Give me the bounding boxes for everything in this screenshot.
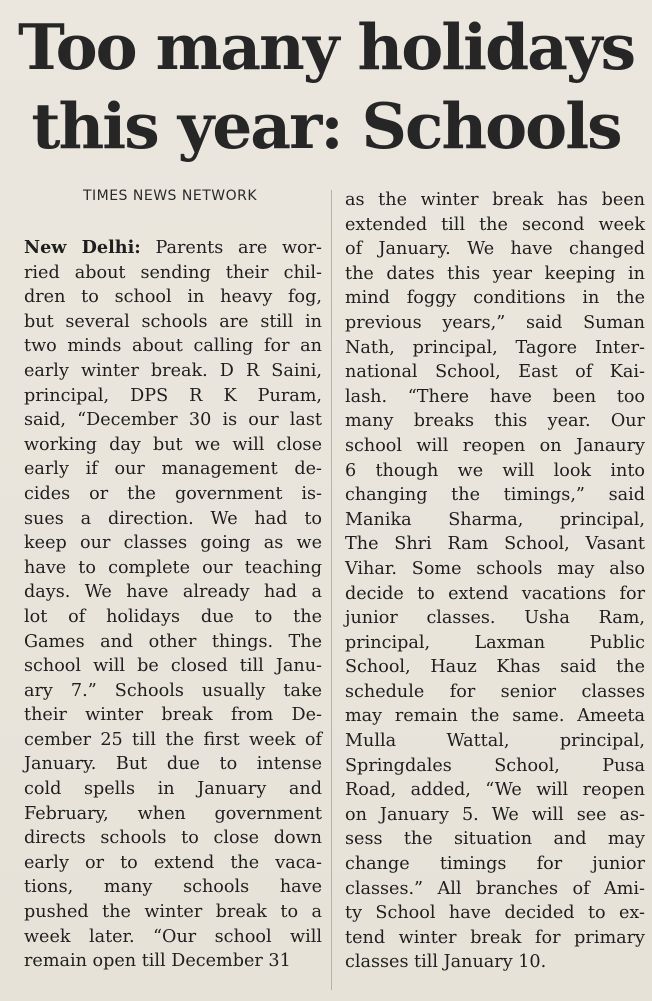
article-line	[24, 752, 322, 777]
article-line	[345, 483, 645, 508]
article-line-text: Road, added, “We will reopen	[345, 780, 645, 801]
article-line-text: ried about sending their chil-	[24, 262, 322, 283]
article-line-text: two minds about calling for an	[24, 336, 322, 357]
article-line-text: early if our management de-	[24, 459, 322, 480]
headline-line-1: Too many holidays	[17, 10, 635, 84]
article-line-text: said, “December 30 is our last	[24, 410, 322, 431]
article-line	[345, 532, 645, 557]
article-line-text: Parents are wor-	[155, 238, 323, 258]
article-line-text: days. We have already had a	[24, 582, 322, 603]
article-line	[345, 926, 645, 951]
article-line-text: mind foggy conditions in the	[345, 288, 645, 309]
article-line	[24, 482, 322, 507]
article-line	[345, 286, 645, 311]
article-line-text: directs schools to close down	[24, 828, 322, 849]
article-line-text: ty School have decided to ex-	[345, 903, 645, 924]
article-line-text: of January. We have changed	[345, 239, 645, 260]
article-line-text: junior classes. Usha Ram,	[345, 608, 645, 629]
article-line-text: extended till the second week	[345, 214, 645, 235]
article-line-text: change timings for junior	[345, 854, 645, 875]
article-line	[345, 237, 645, 262]
article-line	[24, 703, 322, 728]
article-line	[345, 311, 645, 336]
article-line	[24, 310, 322, 335]
article-line-text: lot of holidays due to the	[24, 606, 322, 627]
article-line	[345, 360, 645, 385]
article-line-text: February, when government	[24, 803, 322, 824]
article-line-text: remain open till December 31	[24, 951, 291, 972]
article-line	[345, 385, 645, 410]
article-line	[24, 605, 322, 630]
article-line-text: have to complete our teaching	[24, 557, 322, 578]
article-line-text: national School, East of Kai-	[345, 362, 645, 383]
article-line	[24, 384, 322, 409]
article-line-text: School, Hauz Khas said the	[345, 657, 645, 678]
article-line	[24, 334, 322, 359]
article-line	[24, 580, 322, 605]
article-line	[24, 900, 322, 925]
article-line-text: principal, DPS R K Puram,	[24, 385, 322, 406]
article-line-text: cold spells in January and	[24, 779, 322, 800]
article-line-text: cember 25 till the first week of	[24, 729, 322, 750]
article-line	[345, 901, 645, 926]
article-column-right	[345, 188, 645, 975]
article-line-text: lash. “There have been too	[345, 386, 645, 407]
article-line	[24, 949, 322, 974]
article-line	[345, 803, 645, 828]
article-line-text: the dates this year keeping in	[345, 263, 645, 284]
article-line	[24, 433, 322, 458]
byline: TIMES NEWS NETWORK	[82, 188, 258, 204]
article-line	[24, 531, 322, 556]
article-line-text: January. But due to intense	[24, 754, 322, 775]
article-line	[24, 556, 322, 581]
article-line-text: Springdales School, Pusa	[345, 755, 645, 776]
article-line	[345, 680, 645, 705]
article-line	[24, 654, 322, 679]
article-line-text: Manika Sharma, principal,	[345, 509, 645, 530]
article-line-text: sess the situation and may	[345, 829, 645, 850]
article-line	[24, 875, 322, 900]
article-line-text: principal, Laxman Public	[345, 632, 645, 653]
headline-line-2: this year: Schools	[31, 89, 621, 163]
article-line	[24, 261, 322, 286]
article-line-text: but several schools are still in	[24, 311, 322, 332]
article-line	[345, 704, 645, 729]
article-line-text: on January 5. We will see as-	[345, 804, 645, 825]
article-line-text: many breaks this year. Our	[345, 411, 645, 432]
article-line	[345, 459, 645, 484]
article-line	[24, 236, 322, 261]
article-line-text: pushed the winter break to a	[24, 902, 322, 923]
article-line	[345, 877, 645, 902]
article-line-text: Games and other things. The	[24, 631, 322, 652]
article-line-text: working day but we will close	[24, 434, 322, 455]
article-line-text: school will be closed till Janu-	[24, 656, 322, 677]
article-line	[345, 213, 645, 238]
article-line	[24, 285, 322, 310]
article-line	[345, 508, 645, 533]
article-line-text: early or to extend the vaca-	[24, 852, 322, 873]
article-line	[24, 679, 322, 704]
article-line-text: 6 though we will look into	[345, 460, 645, 481]
article-line-text: keep our classes going as we	[24, 533, 322, 554]
article-line-text: decide to extend vacations for	[345, 583, 645, 604]
article-line-text: changing the timings,” said	[345, 485, 645, 506]
article-line	[345, 188, 645, 213]
article-line	[24, 359, 322, 384]
article-line-text: Vihar. Some schools may also	[345, 558, 645, 579]
article-line-text: as the winter break has been	[345, 190, 645, 210]
article-line-text: dren to school in heavy fog,	[24, 287, 322, 308]
article-line	[345, 754, 645, 779]
article-line-text: tions, many schools have	[24, 877, 322, 898]
article-line-text: classes.” All branches of Ami-	[345, 878, 645, 899]
article-line-text: week later. “Our school will	[24, 926, 322, 947]
article-line	[345, 631, 645, 656]
article-line	[24, 925, 322, 950]
article-line	[345, 336, 645, 361]
article-line-text: classes till January 10.	[345, 952, 547, 973]
article-line	[345, 729, 645, 754]
article-line	[24, 826, 322, 851]
article-line-text: Nath, principal, Tagore Inter-	[345, 337, 645, 358]
article-line	[345, 950, 645, 975]
article-line	[24, 630, 322, 655]
article-line	[24, 507, 322, 532]
article-line-text: schedule for senior classes	[345, 681, 645, 702]
article-line-text: previous years,” said Suman	[345, 312, 645, 333]
article-line-text: cides or the government is-	[24, 483, 322, 504]
article-line-text: Mulla Wattal, principal,	[345, 731, 645, 752]
article-line	[24, 802, 322, 827]
article-line	[345, 409, 645, 434]
article-line	[345, 606, 645, 631]
article-line	[24, 777, 322, 802]
article-line	[24, 851, 322, 876]
article-line-text: sues a direction. We had to	[24, 508, 322, 529]
article-line	[345, 852, 645, 877]
article-line	[345, 262, 645, 287]
article-line-text: ary 7.” Schools usually take	[24, 680, 322, 701]
article-line	[24, 408, 322, 433]
article-line	[345, 827, 645, 852]
article-line	[345, 434, 645, 459]
article-line	[24, 728, 322, 753]
column-divider	[331, 190, 332, 990]
article-line-text: their winter break from De-	[24, 705, 322, 726]
article-line-text: may remain the same. Ameeta	[345, 706, 645, 727]
article-line	[24, 457, 322, 482]
article-line	[345, 582, 645, 607]
article-line	[345, 778, 645, 803]
article-line-text: tend winter break for primary	[345, 927, 645, 948]
article-line	[345, 557, 645, 582]
article-line-text: The Shri Ram School, Vasant	[345, 534, 645, 555]
article-line-text: school will reopen on Janaury	[345, 435, 645, 456]
dateline: New Delhi:	[24, 237, 141, 258]
article-line-text: early winter break. D R Saini,	[24, 360, 322, 381]
article-line	[345, 655, 645, 680]
article-column-left	[24, 236, 322, 974]
